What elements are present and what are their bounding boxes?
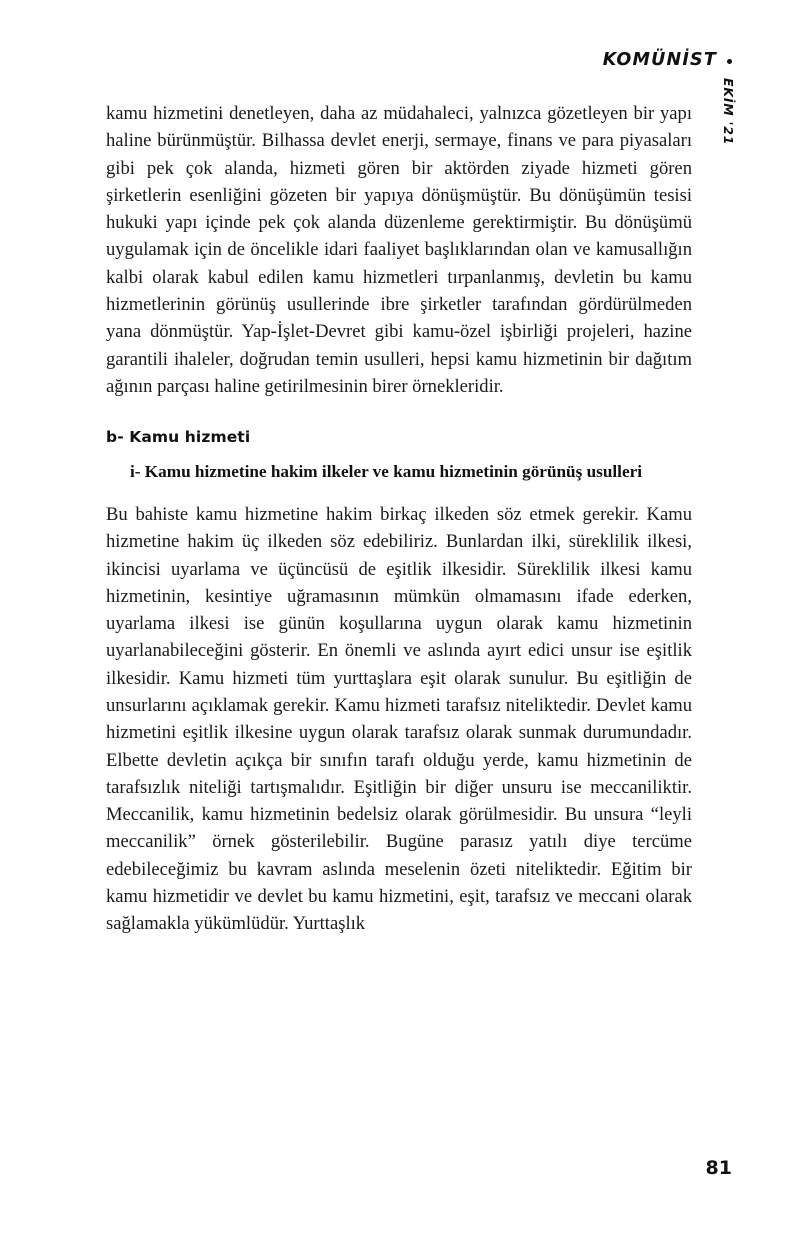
publication-title: KOMÜNİST [602,50,717,70]
page-content [106,100,692,938]
paragraph-principles: Bu bahiste kamu hizmetine hakim birkaç ilkeden söz etmek gerekir. Kamu hizmetine hakim üç ilkeden söz edebiliriz. Bunlardan ilki, süreklilik ilkesi, ikincisi uyarlama ve üçüncüsü de eşitlik ilkesidir. Süreklilik ilkesi kamu hizmetinin, kesintiye uğramasının mümkün olmamasını ifade ederken, uyarlama ilkesi ise günün koşullarına uygun olarak kamu hizmetinin uyarlanabileceğini gösterir. En önemli ve aslında ayırt edici unsur ise eşitlik ilkesidir. Kamu hizmeti tüm yurttaşlara eşit olarak sunulur. Bu eşitliğin de unsurlarını açıklamak gerekir. Kamu hizmeti tarafsız niteliktedir. Devlet kamu hizmetini eşitlik ilkesine uygun olarak tarafsız olarak sunmak durumundadır. Elbette devletin açıkça bir sınıfın tarafı olduğu yerde, kamu hizmetinin de tarafsızlık niteliği tartışmalıdır. Eşitliğin bir diğer unsuru ise meccaniliktir. Meccanilik, kamu hizmetinin bedelsiz olarak görülmesidir. Bu unsura “leyli meccanilik” örnek gösterilebilir. Bugüne parasız yatılı diye tercüme edebileceğimiz bu kavram aslında meselenin özeti niteliktedir. Eğitim bir kamu hizmetidir ve devlet bu kamu hizmetini, eşit, tarafsız ve meccani olarak sağlamakla yükümlüdür. Yurttaşlık [106,504,692,935]
section-heading-b: b- Kamu hizmeti [106,428,251,447]
header-dot-icon [727,59,732,64]
section-heading-i: i- Kamu hizmetine hakim ilkeler ve kamu hizmetinin görünüş usulleri [130,462,642,482]
issue-label: EKİM '21 [721,78,736,146]
page-number: 81 [705,1157,732,1179]
page-header [603,52,732,70]
paragraph-intro: kamu hizmetini denetleyen, daha az müdahaleci, yalnızca gözetleyen bir yapı haline bürünmüştür. Bilhassa devlet enerji, sermaye, finans ve para piyasaları gibi pek çok alanda, hizmeti gören bir aktörden ziyade hizmeti gören şirketlerin esenliğini gözeten bir yapıya dönüşmüştür. Bu dönüşümün tesisi hukuki yapı içinde pek çok alanda düzenleme gerektirmiştir. Bu dönüşümü uygulamak için de öncelikle idari faaliyet başlıklarından olan ve kamusallığın kalbi olarak kabul edilen kamu hizmetleri tırpanlanmış, devletin bu kamu hizmetlerinin görünüş usullerinde ibre şirketler tarafından gördürülmeden yana dönmüştür. Yap-İşlet-Devret gibi kamu-özel işbirliği projeleri, hazine garantili ihaleler, doğrudan temin usulleri, hepsi kamu hizmetinin bir dağıtım ağının parçası haline getirilmesinin birer örnekleridir. [106,103,692,397]
